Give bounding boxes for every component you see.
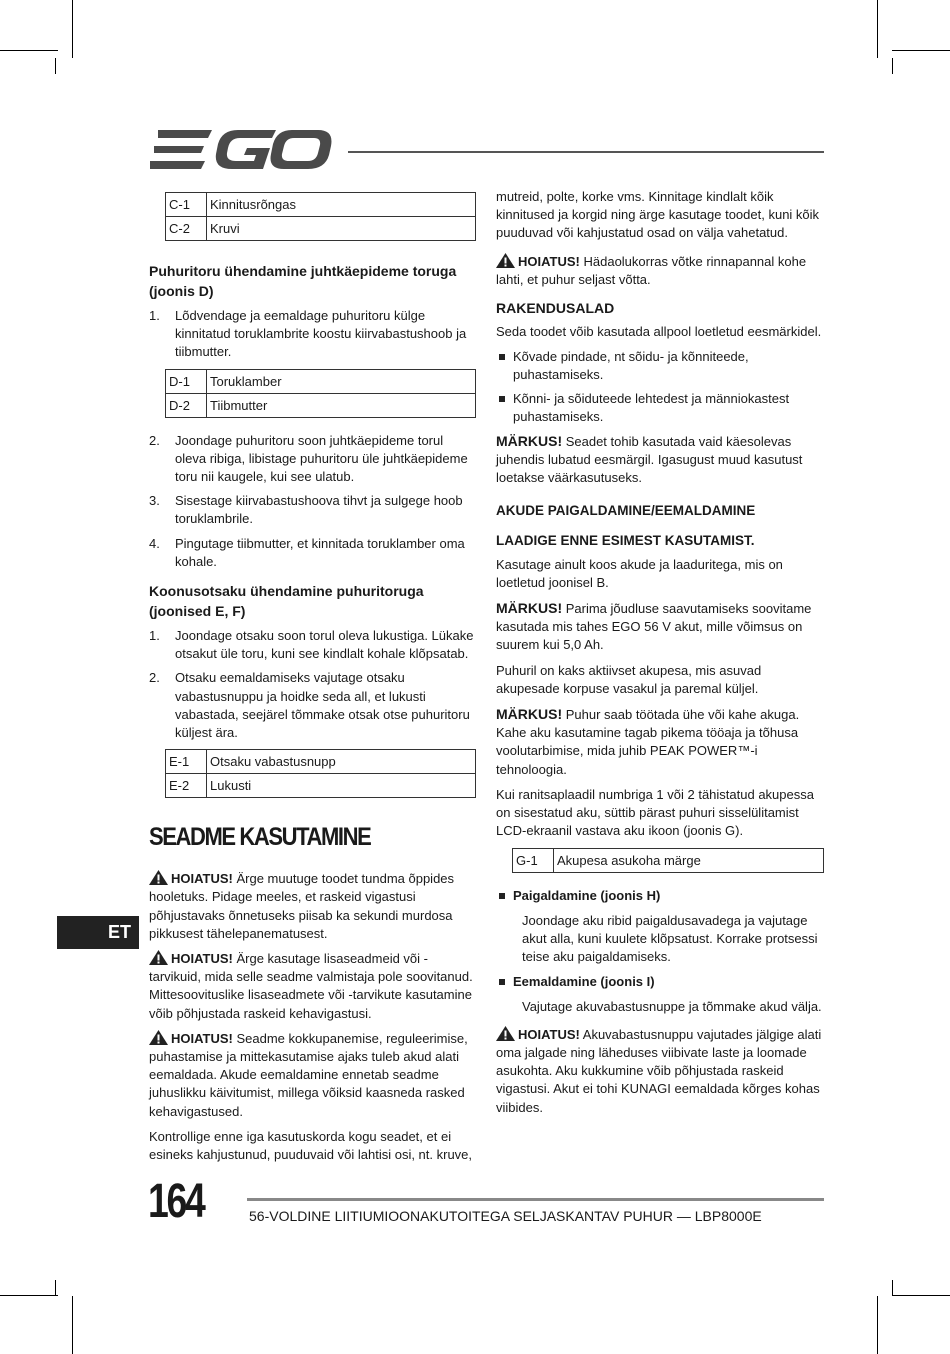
table-row [166, 369, 476, 393]
warning-text: Ärge kasutage lisaseadmeid või -tarvikuid, mida selle seadme valmistaja pole soovitanud. Mittesoovituslike lisaseadmete või -tarvikute kasutamine võib põhjustada raskeid kehavigastusi. [149, 951, 473, 1021]
language-tab-label: ET [107, 922, 131, 942]
table-row [166, 774, 476, 798]
warning-text: Ärge muutuge toodet tundma õppides hooletuks. Pidage meeles, et raskeid vigastusi põhjustavaks õnnetuseks piisab ka sekundi murdosa pikkusest tähelepanematusest. [149, 871, 455, 941]
part-code: D-1 [166, 369, 207, 393]
left-column [149, 188, 476, 1171]
crop-mark [72, 1296, 73, 1354]
warning-label: HOIATUS! [171, 871, 233, 887]
crop-mark [877, 0, 878, 58]
crop-mark [0, 50, 58, 51]
list-item [149, 627, 476, 663]
warning-label: HOIATUS! [518, 1026, 580, 1042]
part-label: Kruvi [207, 217, 476, 241]
step-text: Lõdvendage ja eemaldage puhuritoru külge kinnitatud toruklambrite koostu kiirvabastushoob ja tiibmutter. [175, 308, 467, 360]
list-item [149, 535, 476, 571]
note-text: Parima jõudluse saavutamiseks soovitame kasutada mis tahes EGO 56 V akut, mille võimsus on suurem kui 5,0 Ah. [496, 601, 812, 653]
part-code: D-2 [166, 393, 207, 417]
crop-mark [0, 1295, 58, 1296]
right-column [496, 188, 824, 1124]
section-heading-battery: AKUDE PAIGALDAMINE/EEMALDAMINE [496, 502, 756, 518]
applications-list [496, 348, 824, 426]
part-label: Tiibmutter [207, 393, 476, 417]
table-row [166, 193, 476, 217]
list-item [149, 432, 476, 487]
step-number: 2. [149, 670, 160, 686]
warning-text: Akuvabastusnuppu vajutades jälgige alati oma jalgade ning läheduses viibivate laste ja loomade asukohta. Aku kukkumine võib põhjustada raskeid vigastusi. Akut ei tohi KUNAGI eemaldada kõrges kohas viibides. [496, 1026, 822, 1115]
crop-mark [892, 1295, 950, 1296]
list-item [149, 307, 476, 362]
table-row [166, 393, 476, 417]
paragraph: Puhuril on kaks aktiivset akupesa, mis asuvad akupesade korpuse vasakul ja paremal küljel. [496, 662, 762, 696]
paragraph: Vajutage akuvabastusnuppe ja tõmmake akud välja. [522, 998, 822, 1014]
warning-label: HOIATUS! [171, 1030, 233, 1046]
part-code: E-1 [166, 750, 207, 774]
list-item [149, 669, 476, 742]
list-item [496, 973, 824, 991]
square-bullet-icon [499, 396, 505, 402]
section-heading-d: Puhuritoru ühendamine juhtkäepideme toruga (joonis D) [149, 263, 457, 299]
list-item-text: Kõvade pindade, nt sõidu- ja kõnniteede, puhastamiseks. [513, 349, 749, 383]
note-paragraph [496, 705, 824, 779]
paragraph: Kasutage ainult koos akude ja laaduritega, mis on loetletud joonisel B. [496, 556, 783, 590]
part-label: Lukusti [207, 774, 476, 798]
crop-mark [892, 1280, 893, 1296]
footer-title: 56-VOLDINE LIITIUMIOONAKUTOITEGA SELJASKANTAV PUHUR — LBP8000E [249, 1208, 762, 1224]
table-row [166, 217, 476, 241]
note-text: Puhur saab töötada ühe või kahe akuga. Kahe aku kasutamine tagab pikema tööaja ja tõhusa voolutarbimise, mida juhib PEAK POWER™-i tehnoloogia. [496, 707, 800, 777]
parts-table-c [165, 192, 476, 241]
list-item [149, 492, 476, 528]
paragraph: Joondage aku ribid paigaldusavadega ja vajutage akut alla, kuni kuulete klõpsatust. Korrake protsessi teise aku paigaldamiseks. [522, 912, 818, 965]
parts-table-d [165, 369, 476, 418]
paragraph: Kontrollige enne iga kasutuskorda kogu seadet, et ei esineks kahjustunud, puuduvaid või lahtisi osi, nt. kruve, [149, 1128, 473, 1163]
section-heading-charge: LAADIGE ENNE ESIMEST KASUTAMIST. [496, 532, 755, 548]
section-heading-applications: RAKENDUSALAD [496, 300, 615, 317]
part-code: C-2 [166, 217, 207, 241]
warning-label: HOIATUS! [518, 253, 580, 269]
list-item [496, 887, 824, 905]
paragraph: Seda toodet võib kasutada allpool loetletud eesmärkidel. [496, 324, 822, 340]
step-text: Joondage puhuritoru soon juhtkäepideme torul oleva ribiga, libistage puhuritoru üle juhtkäepideme toru nii kaugele, kui see ulatub. [175, 432, 468, 485]
note-paragraph [496, 599, 824, 655]
warning-label: HOIATUS! [171, 951, 233, 967]
list-item [496, 348, 824, 384]
step-text: Joondage otsaku soon torul oleva lukustiga. Lükake otsakut üle toru, kuni see kindlalt kohale klõpsatab. [175, 628, 474, 662]
step-number: 1. [149, 308, 160, 323]
paragraph: Kui ranitsaplaadil numbriga 1 või 2 tähistatud akupessa on sisestatud aku, süttib pärast puhuri sisselülitamist LCD-ekraanil vastava aku ikoon (joonis G). [496, 786, 814, 839]
warning-paragraph [496, 253, 824, 289]
crop-mark [892, 58, 893, 74]
note-label: MÄRKUS! [496, 706, 563, 723]
section-title: SEADME KASUTAMINE [149, 823, 371, 852]
ego-logo [150, 128, 332, 172]
note-label: MÄRKUS! [496, 600, 563, 617]
language-tab [57, 916, 139, 949]
battery-steps-list [496, 887, 824, 905]
crop-mark [72, 0, 73, 58]
warning-paragraph [149, 1030, 476, 1121]
part-label: Otsaku vabastusnupp [207, 750, 476, 774]
square-bullet-icon [499, 979, 505, 985]
crop-mark [55, 1280, 56, 1296]
steps-e [149, 627, 476, 742]
step-text: Pingutage tiibmutter, et kinnitada toruklamber oma kohale. [175, 535, 465, 569]
warning-text: Seadme kokkupanemise, reguleerimise, puhastamise ja mittekasutamise ajaks tuleb akud alati eemaldada. Akude eemaldamine ennetab seadme juhuslikku käivitumist, millega võiksid kaasneda rasked kehavigastused. [149, 1030, 468, 1119]
crop-mark [892, 50, 950, 51]
crop-mark [877, 1296, 878, 1354]
warning-icon [149, 1030, 168, 1045]
part-label: Kinnitusrõngas [207, 193, 476, 217]
header-rule [348, 151, 824, 153]
step-text: Otsaku eemaldamiseks vajutage otsaku vabastusnuppu ja hoidke seda all, et lukusti vabastada, seejärel tõmmake otsak otse puhuritoru küljest ära. [175, 670, 470, 741]
square-bullet-icon [499, 893, 505, 899]
table-row [166, 750, 476, 774]
warning-paragraph [496, 1026, 824, 1117]
square-bullet-icon [499, 354, 505, 360]
warning-icon [496, 1026, 515, 1041]
step-text: Sisestage kiirvabastushoova tihvt ja sulgege hoob toruklambrile. [175, 493, 463, 527]
crop-mark [55, 58, 56, 74]
part-code: E-2 [166, 774, 207, 798]
parts-table-g [512, 848, 824, 873]
note-text: Seadet tohib kasutada vaid käesolevas juhendis lubatud eesmärgil. Igasugust muud kasutust loetakse väärkasutuseks. [496, 434, 803, 486]
steps-d-1 [149, 307, 476, 362]
step-number: 1. [149, 628, 160, 644]
step-number: 2. [149, 432, 160, 448]
warning-icon [149, 870, 168, 885]
step-number: 4. [149, 535, 160, 551]
warning-text: Hädaolukorras võtke rinnapannal kohe lahti, et puhur seljast võtta. [496, 253, 807, 287]
table-row [513, 849, 824, 873]
list-item-title: Paigaldamine (joonis H) [513, 888, 661, 904]
part-label: Akupesa asukoha märge [554, 849, 824, 873]
part-code: G-1 [513, 849, 554, 873]
list-item-text: Kõnni- ja sõiduteede lehtedest ja männiokastest puhastamiseks. [513, 390, 790, 424]
warning-paragraph [149, 870, 476, 943]
steps-d-rest [149, 432, 476, 571]
note-label: MÄRKUS! [496, 433, 563, 450]
part-code: C-1 [166, 193, 207, 217]
note-paragraph [496, 432, 824, 488]
warning-icon [496, 253, 515, 268]
step-number: 3. [149, 493, 160, 509]
section-heading-e: Koonusotsaku ühendamine puhuritoruga (joonised E, F) [149, 583, 424, 620]
warning-icon [149, 950, 168, 965]
parts-table-e [165, 749, 476, 798]
battery-steps-list [496, 973, 824, 991]
paragraph: mutreid, polte, korke vms. Kinnitage kindlalt kõik kinnitused ja korgid ning ärge kasutage toodet, kuni kõik puuduvad või kahjustatud osad on välja vahetatud. [496, 189, 820, 241]
footer-rule [247, 1198, 824, 1201]
warning-paragraph [149, 950, 476, 1023]
list-item-title: Eemaldamine (joonis I) [513, 974, 655, 990]
list-item [496, 390, 824, 426]
part-label: Toruklamber [207, 369, 476, 393]
page-number: 164 [148, 1175, 204, 1228]
